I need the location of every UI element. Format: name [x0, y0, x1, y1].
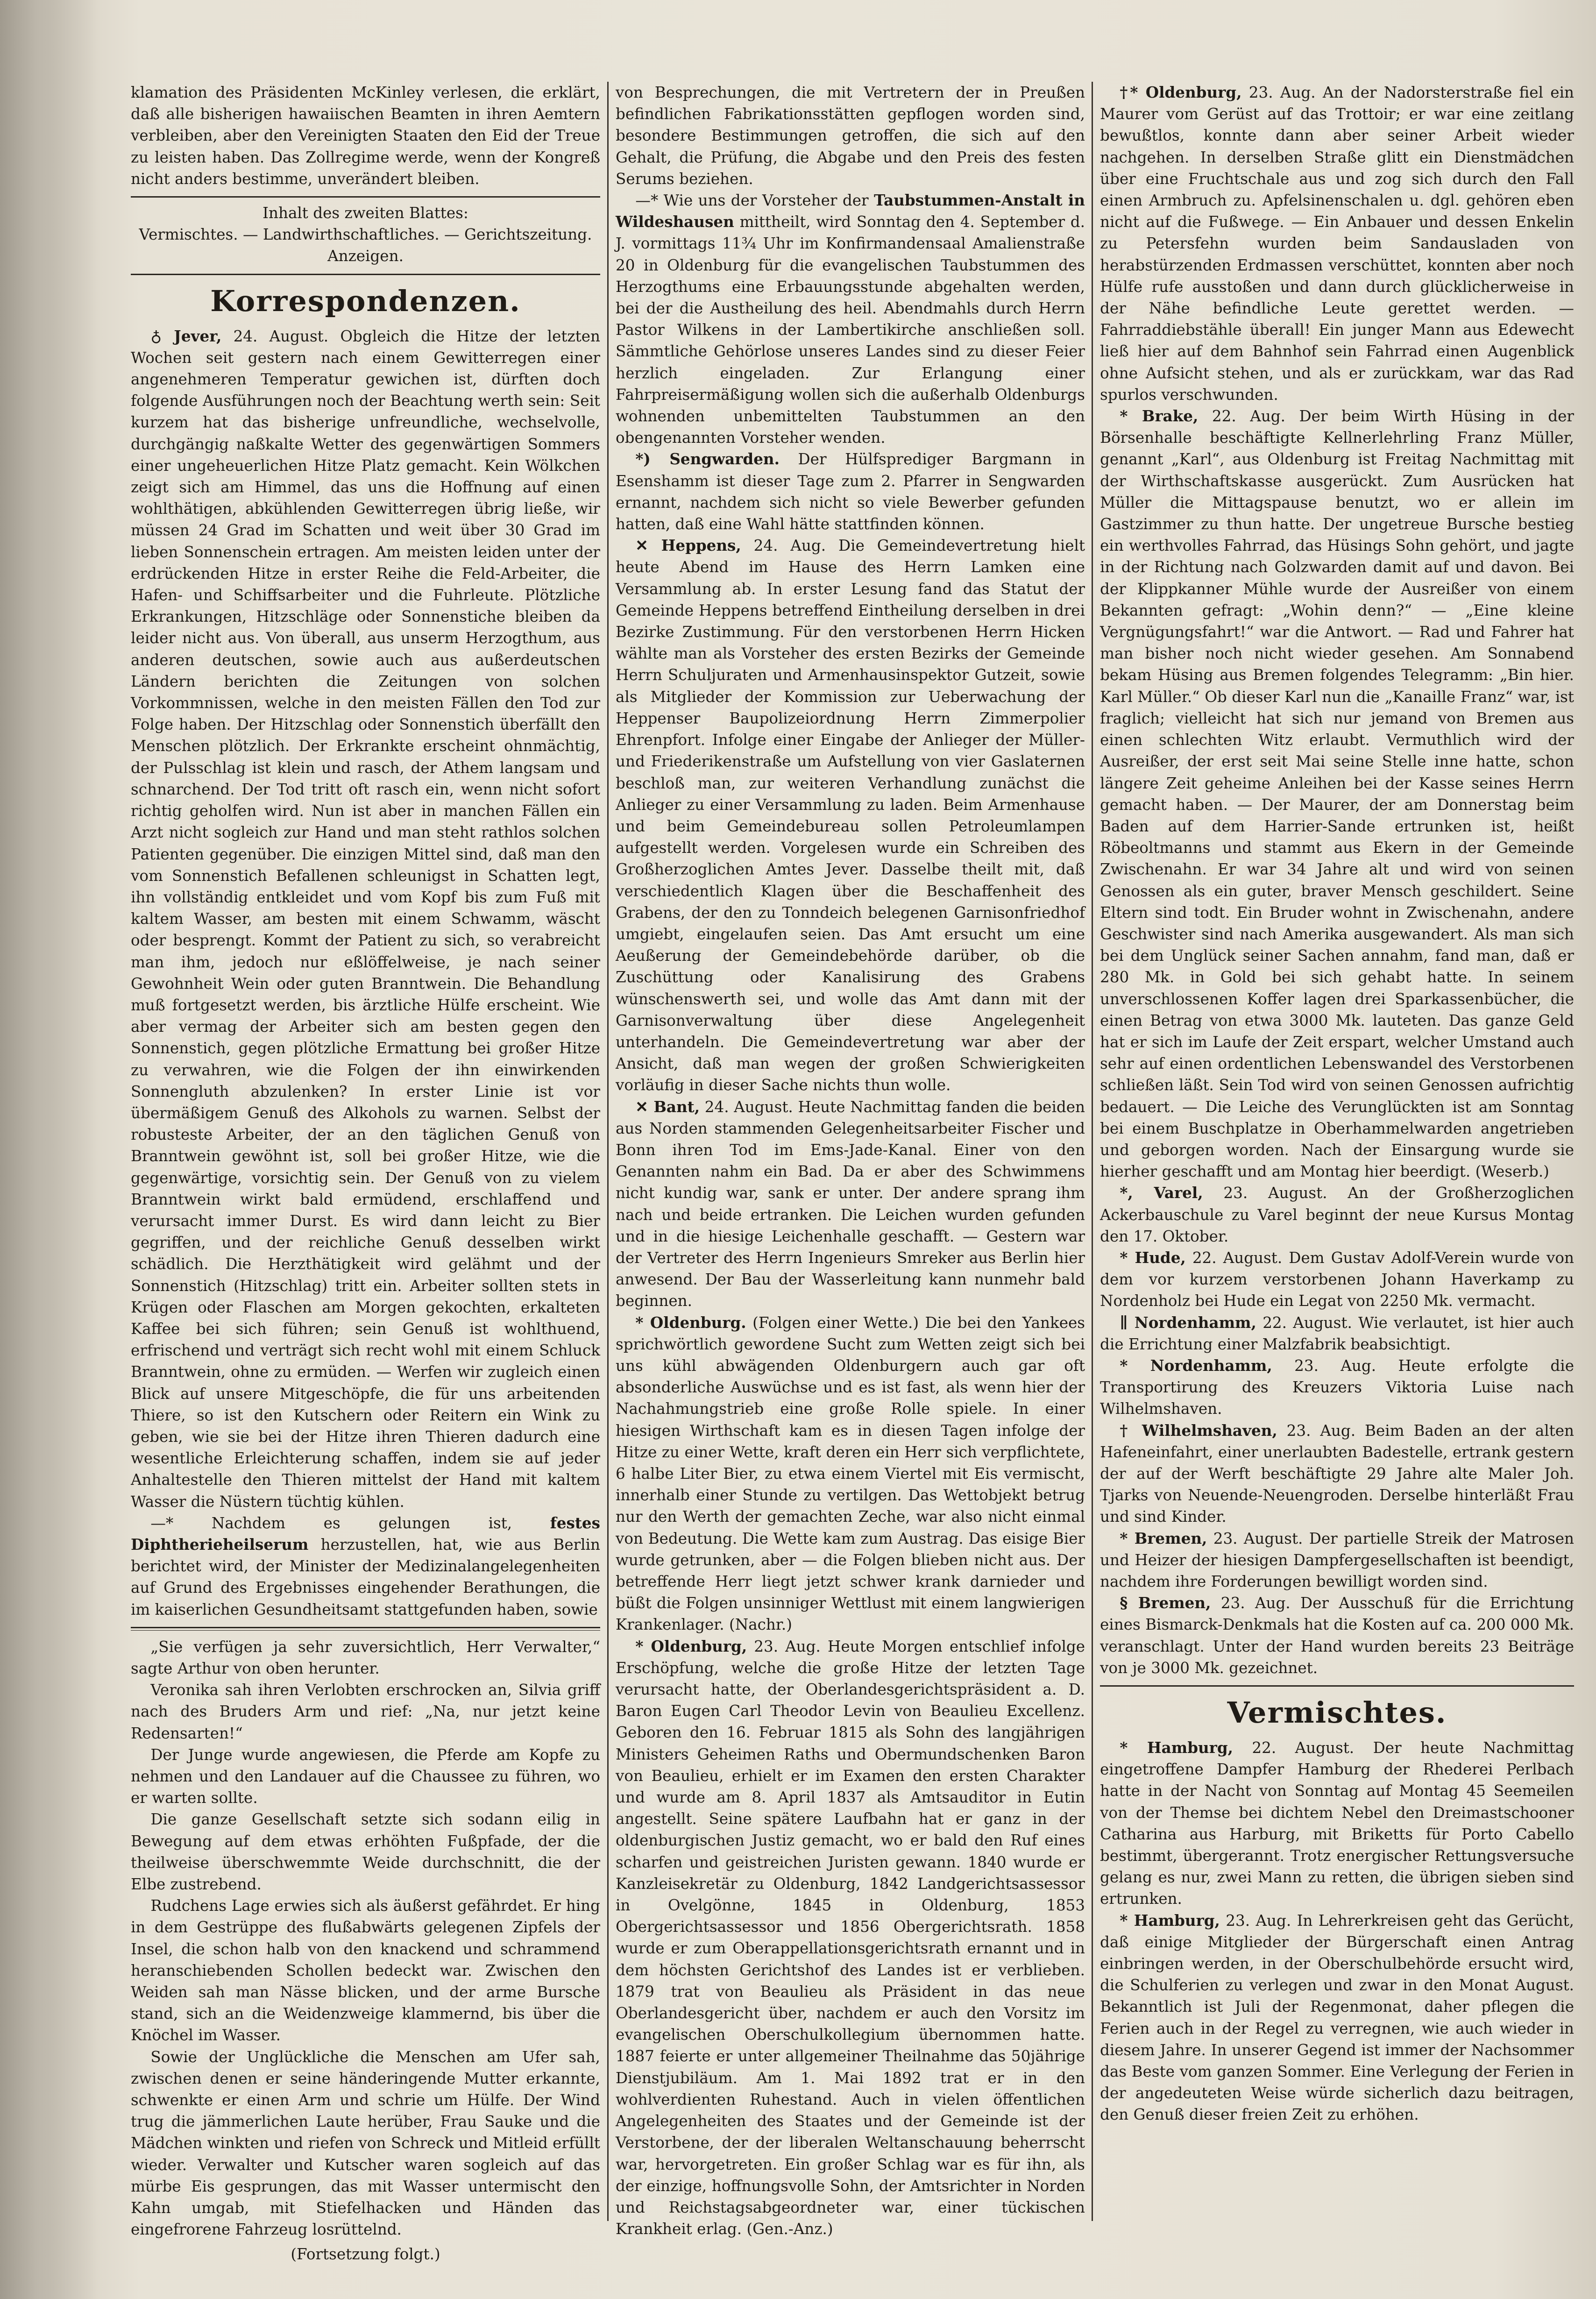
dateline: † Wilhelmshaven, — [1120, 1421, 1277, 1440]
article-text: 22. August. Wie verlautet, ist hier auch die Errichtung einer Malzfabrik beabsichtigt. — [1100, 1313, 1575, 1353]
article-serum — [131, 1512, 600, 1620]
article-text: 23. August. Der partielle Streik der Matrosen und Heizer der hiesigen Dampfergesellschaften ist beendigt, nachdem ihre Forderungen bewilligt worden sind. — [1100, 1529, 1574, 1591]
article-nordenhamm-2 — [1100, 1355, 1574, 1420]
article-bant — [616, 1096, 1085, 1312]
article-hamburg-2 — [1100, 1910, 1574, 2126]
article-sengwarden — [616, 448, 1085, 535]
dateline: * Oldenburg. — [635, 1313, 746, 1332]
article-lead: —* Nachdem es gelungen ist, — [150, 1514, 550, 1532]
article-bremen-2 — [1100, 1592, 1574, 1679]
article-text: 24. Aug. Die Gemeindevertretung hielt heute Abend im Hause des Herrn Lamken eine Versammlung ab. In erster Lesung fand das Statut der Gemeinde Heppens betreffend Eintheilung derselben in drei Bezirke Zustimmung. Für den verstorbenen Herrn Hicken wählte man als Vorsteher des ersten Bezirks der Gemeinde Herrn Schuljuraten und Armenhausinspektor Gutzeit, sowie als Mitglieder der Kommission zur Ueberwachung der Heppenser Baupolizeiordnung Herrn Zimmerpolier Ehrenpfort. Infolge einer Eingabe der Anlieger der Müller- und Friederikenstraße um Aufstellung von vier Gaslaternen beschloß man, zur weiteren Verhandlung zunächst die Anlieger zu einer Versammlung zu laden. Beim Armenhause und beim Gemeindebureau sollen Petroleumlampen aufgestellt werden. Vorgelesen wurde ein Schreiben des Großherzoglichen Amtes Jever. Dasselbe theilt mit, daß verschiedentlich Klagen über die Beschaffenheit des Grabens, der den zu Tonndeich belegenen Garnisonfriedhof umgiebt, eingelaufen seien. Das Amt ersucht um eine Aeußerung der Gemeindebehörde darüber, ob die Zuschüttung oder Kanalisirung des Grabens wünschenswerth sei, und wolle das Amt dann mit der Garnisonverwaltung über diese Angelegenheit unterhandeln. Die Gemeindevertretung war aber der Ansicht, daß man wegen der großen Schwierigkeiten vorläufig in dieser Sache nichts thun wolle. — [616, 537, 1085, 1094]
dateline: ♁ Jever, — [150, 326, 222, 345]
column-1 — [131, 82, 600, 2263]
serial-paragraph: Die ganze Gesellschaft setzte sich sodann eilig in Bewegung auf dem etwas erhöhten Fußpfade, der die theilweise überschwemmte Weide durchschnitt, die der Elbe zustrebend. — [131, 1810, 600, 1894]
article-text: 24. August. Obgleich die Hitze der letzten Wochen seit gestern nach einem Gewitterregen einer angenehmeren Temperatur gewichen ist, dürften doch folgende Ausführungen noch der Beachtung werth sein: Seit kurzem hat das bisherige unfreundliche, wechselvolle, durchgängig naßkalte Wetter des gegenwärtigen Sommers einer ungeheuerlichen Hitze Platz gemacht. Kein Wölkchen zeigt sich am Himmel, das uns die Hoffnung auf einen wohlthätigen, abkühlenden Gewitterregen übrig ließe, wir müssen 24 Grad im Schatten und weit über 30 Grad im lieben Sonnenschein ertragen. Am meisten leiden unter der erdrückenden Hitze in erster Reihe die Feld-Arbeiter, die Hafen- und Schiffsarbeiter und die Fuhrleute. Plötzliche Erkrankungen, Hitzschläge oder Sonnenstiche bleiben da leider nicht aus. Von überall, aus unserm Herzogthum, aus anderen deutschen, sowie auch aus außerdeutschen Ländern berichten die Zeitungen von solchen Vorkommnissen, welche in den meisten Fällen den Tod zur Folge haben. Der Hitzschlag oder Sonnenstich überfällt den Menschen plötzlich. Der Erkrankte erscheint ohnmächtig, der Pulsschlag ist klein und rasch, der Athem langsam und schnarchend. Der Tod tritt oft rasch ein, wenn nicht sofort richtig geholfen wird. Nun ist aber in manchen Fällen ein Arzt nicht sogleich zur Hand und man steht rathlos solchen Patienten gegenüber. Die einzigen Mittel sind, daß man den vom Sonnenstich Befallenen schleunigst in Schatten legt, ihn vollständig entkleidet und vom Kopf bis zum Fuß mit kaltem Wasser, am besten mit einem Schwamm, wäscht oder besprengt. Kommt der Patient zu sich, so verabreicht man ihm, jedoch nur eßlöffelweise, je nach seiner Gewohnheit Wein oder guten Branntwein. Die Behandlung muß fortgesetzt werden, bis ärztliche Hülfe erscheint. Wie aber vermag der Arbeiter sich am besten gegen den Sonnenstich, gegen plötzliche Ermattung bei großer Hitze zu verwahren, wie die Folgen der ihn einwirkenden Sonnengluth abzulenken? In erster Linie ist vor übermäßigem Genuß des Alkohols zu warnen. Selbst der robusteste Arbeiter, der an den täglichen Genuß von Branntwein gewöhnt ist, soll bei großer Hitze, wie die gegenwärtige, vorsichtig sein. Der Genuß von zu vielem Branntwein wirkt bald ermüdend, erschlaffend und verursacht immer Durst. Es wird dann leicht zu Bier gegriffen, und der reichliche Genuß desselben wirkt schädlich. Die Herzthätigkeit wird gelähmt und der Sonnenstich (Hitzschlag) tritt ein. Arbeiter sollten stets in Krügen oder Flaschen am Morgen gekochten, erkalteten Kaffee bei sich führen; sein Genuß ist wohlthuend, erfrischend und verträgt sich recht wohl mit einem Schluck Branntwein, ohne zu ermüden. — Werfen wir zugleich einen Blick auf unsere Mitgeschöpfe, die für uns arbeitenden Thiere, so ist den Kutschern oder Reitern ein Wink zu geben, wie sie bei der Hitze ihren Thieren dadurch eine wesentliche Erleichterung schaffen, indem sie auf jeder Anhaltestelle den Thieren mittelst der Hand mit kaltem Wasser die Nüstern tüchtig kühlen. — [131, 327, 600, 1511]
article-jever — [131, 326, 600, 1512]
serial-paragraph: Der Junge wurde angewiesen, die Pferde am Kopfe zu nehmen und den Landauer auf die Chaussee zu führen, wo er warten sollte. — [131, 1746, 600, 1807]
article-text: 22. Aug. Der beim Wirth Hüsing in der Börsenhalle beschäftigte Kellnerlehrling Franz Müller, genannt „Karl“, aus Oldenburg ist Freitag Nachmittag mit der Wirthschaftskasse ausgerückt. Zum Ausrücken hat Müller die Mittagspause benutzt, wo er allein im Gastzimmer zu thun hatte. Der ungetreue Bursche bestieg ein werthvolles Fahrrad, das Hüsings Sohn gehört, und jagte in der Richtung nach Golzwarden damit auf und davon. Bei der Klippkanner Mühle wurde der Ausreißer von einem Bekannten gefragt: „Wohin denn?“ — „Eine kleine Vergnügungsfahrt!“ war die Antwort. — Rad und Fahrer hat man bisher noch nicht wieder gesehen. Am Sonnabend bekam Hüsing aus Bremen folgendes Telegramm: „Bin hier. Karl Müller.“ Ob dieser Karl nun die „Kanaille Franz“ war, ist fraglich; vielleicht hat sich nur jemand von Bremen aus einen schlechten Witz erlaubt. Vermuthlich wird der Ausreißer, der erst seit Mai seine Stelle inne hatte, schon längere Zeit geheime Anleihen bei der Kasse seines Herrn gemacht haben. — Der Maurer, der am Donnerstag beim Baden auf dem Harrier-Sande ertrunken ist, heißt Röbeoltmanns und stammt aus Ekern in der Gemeinde Zwischenahn. Er war 34 Jahre alt und wird von seinen Genossen als ein guter, braver Mensch geschildert. Seine Eltern sind todt. Ein Bruder wohnt in Zwischenahn, andere Geschwister sind nach Amerika ausgewandert. Als man sich bei dem Unglück seiner Sachen annahm, fand man, daß er 280 Mk. in Gold bei sich gehabt hatte. In seinem unverschlossenen Koffer lagen drei Sparkassenbücher, die einen Betrag von etwa 3000 Mk. lauteten. Das ganze Geld hat er sich im Laufe der Zeit erspart, welcher Umstand auch sehr auf einen ordentlichen Lebenswandel des Verstorbenen schließen läßt. Sein Tod wird von seinen Genossen aufrichtig bedauert. — Die Leiche des Verunglückten ist am Sonntag bei einem Buschplatze in Oberhammelwarden angetrieben und geborgen worden. Nach der Einsargung wurde sie hierher geschafft und am Montag hier beerdigt. (Weserb.) — [1100, 407, 1574, 1181]
article-heppens — [616, 535, 1085, 1096]
dateline: § Bremen, — [1120, 1594, 1211, 1612]
dateline: ✕ Heppens, — [635, 536, 741, 555]
contents-body: Vermischtes. — Landwirthschaftliches. — Gerichtszeitung. Anzeigen. — [139, 226, 592, 265]
divider — [131, 274, 600, 275]
section-heading: Vermischtes. — [1227, 1696, 1447, 1730]
article-text: von Besprechungen, die mit Vertretern der in Preußen befindlichen Fabrikationsstätten gepflogen worden sind, besondere Bestimmungen getroffen, die sich auf den Gehalt, die Prüfung, die Abgabe und den Preis des festen Serums beziehen. — [616, 84, 1085, 188]
column-3 — [1100, 82, 1574, 2251]
dateline: * Nordenhamm, — [1120, 1356, 1272, 1375]
serial-paragraph: Rudchens Lage erwies sich als äußerst gefährdet. Er hing in dem Gestrüppe des flußabwärts gelegenen Zipfels der Insel, die schon halb von den knackend und schrammend heranschiebenden Schollen bedeckt war. Zwischen den Weiden sah man Nässe blicken, und der arme Bursche stand, sich an die Weidenzweige klammernd, bis über die Knöchel im Wasser. — [131, 1897, 600, 2044]
article-text: 23. Aug. Der Ausschuß für die Errichtung eines Bismarck-Denkmals hat die Kosten auf ca. 200 000 Mk. veranschlagt. Unter der Hand wurden bereits 23 Beiträge von je 3000 Mk. gezeichnet. — [1100, 1594, 1574, 1677]
article-text: 23. August. An der Großherzoglichen Ackerbauschule zu Varel beginnt der neue Kursus Montag den 17. Oktober. — [1100, 1184, 1574, 1245]
dateline: *, Varel, — [1120, 1184, 1203, 1202]
serial-continuation: (Fortsetzung folgt.) — [291, 2245, 440, 2263]
article-oldenburg-unfaelle — [1100, 82, 1574, 405]
section-heading: Korrespondenzen. — [210, 284, 521, 318]
article-text: 23. Aug. In Lehrerkreisen geht das Gerücht, daß einige Mitglieder der Bürgerschaft einen Antrag einbringen werden, in der Oberschulbehörde ersucht wird, die Schulferien zu verlegen und zwar in den Monat August. Bekanntlich ist Juli der Regenmonat, daher pflegen die Ferien auch in der Regel zu verregnen, wie auch wieder in diesem Jahre. In unserer Gegend ist immer der Nachsommer das Beste vom ganzen Sommer. Eine Verlegung der Ferien in der angedeuteten Weise würde sicherlich dazu beitragen, den Genuß dieser freien Zeit zu erhöhen. — [1100, 1911, 1574, 2124]
article-text: (Folgen einer Wette.) Die bei den Yankees sprichwörtlich gewordene Sucht zum Wetten zeigt sich bei uns kühl abwägenden Oldenburgern auch gar oft absonderliche Auswüchse und es ist fast, als wenn hier der Nachahmungstrieb eine große Rolle spiele. In einer hiesigen Wirthschaft kam es in diesen Tagen infolge der Hitze zu einer Wette, kraft deren ein Herr sich verpflichtete, 6 halbe Liter Bier, zu etwa einem Viertel mit Eis vermischt, innerhalb einer Stunde zu vertilgen. Das Wettobjekt betrug nur den Werth der gemachten Zeche, war also nicht einmal von Bedeutung. Die Wette kam zum Austrag. Das eisige Bier wurde getrunken, aber — die Folgen blieben nicht aus. Der betreffende Herr liegt jetzt schwer krank darnieder und büßt die Folgen unsinniger Wettlust mit einem langwierigen Krankenlager. (Nachr.) — [616, 1313, 1085, 1634]
dateline: †* Oldenburg, — [1120, 83, 1242, 101]
dateline: * Brake, — [1120, 407, 1199, 426]
dateline: * Hamburg, — [1120, 1738, 1233, 1757]
article-text: 24. August. Heute Nachmittag fanden die beiden aus Norden stammenden Gelegenheitsarbeiter Fischer und Bonn ihren Tod im Ems-Jade-Kanal. Einer von den Genannten nahm ein Bad. Da er aber des Schwimmens nicht kundig war, sank er unter. Der andere sprang ihm nach und beide ertranken. Die Leichen wurden gefunden und in die hiesige Leichenhalle geschafft. — Gestern war der Vertreter des Herrn Ingenieurs Smreker aus Berlin hier anwesend. Der Bau der Wasserleitung kann nunmehr bald beginnen. — [616, 1098, 1085, 1310]
article-wilhelmshaven — [1100, 1420, 1574, 1528]
bold-term: festes Diphtherieheilserum — [131, 1513, 600, 1554]
article-text: klamation des Präsidenten McKinley verlesen, die erklärt, daß alle bisherigen hawaiischen Beamten in ihren Aemtern verbleiben, aber den Vereinigten Staaten den Eid der Treue zu leisten haben. Das Zollregime werde, wenn der Kongreß nicht anders bestimme, unverändert bleiben. — [131, 84, 600, 188]
dateline: * Hamburg, — [1120, 1911, 1220, 1930]
article-oldenburg-wette — [616, 1312, 1085, 1636]
article-brake — [1100, 405, 1574, 1182]
article-text: 23. Aug. An der Nadorsterstraße fiel ein Maurer vom Gerüst auf das Trottoir; er war eine zeitlang bewußtlos, konnte dann aber seiner Arbeit wieder nachgehen. In derselben Straße glitt ein Dienstmädchen über eine Fruchtschale aus und zog sich durch den Fall einen Armbruch zu. Apfelsinenschalen u. dgl. gehören eben nicht auf die Fußwege. — Ein Anbauer und dessen Enkelin zu Petersfehn wurden beim Sandausladen von herabstürzenden Erdmassen verschüttet, konnten aber noch Hülfe rufe ausstoßen und dann durch glücklicherweise in der Nähe befindliche Leute gerettet werden. — Fahrraddiebstähle überall! Ein junger Mann aus Edewecht ließ hier auf dem Bahnhof sein Fahrrad einen Augenblick ohne Aufsicht stehen, und als er zurückkam, war das Rad spurlos verschwunden. — [1100, 84, 1574, 404]
column-rule — [607, 82, 609, 2221]
serial-paragraph: Veronika sah ihren Verlobten erschrocken an, Silvia griff nach des Bruders Arm und rief: „Na, nur jetzt keine Redensarten!“ — [131, 1681, 600, 1742]
column-rule — [1092, 82, 1093, 2221]
article-oldenburg-beaulieu — [616, 1636, 1085, 2240]
dateline: ✕ Bant, — [635, 1097, 700, 1116]
article-taubstummen — [616, 190, 1085, 448]
dateline: * Hude, — [1120, 1248, 1186, 1267]
article-text: 23. Aug. Heute Morgen entschlief infolge Erschöpfung, welche die große Hitze der letzten Tage verursacht hatte, der Oberlandesgerichtspräsident a. D. Baron Eugen Carl Theodor Levin von Beaulieu Excellenz. Geboren den 16. Februar 1815 als Sohn des langjährigen Ministers Geheimen Raths und Obermundschenken Baron von Beaulieu, erhielt er im Examen den ersten Charakter und wurde am 8. April 1837 als Amtsauditor in Eutin angestellt. Seine spätere Laufbahn hat er ganz in der oldenburgischen Justiz gemacht, wo er bald den Ruf eines scharfen und geistreichen Juristen gewann. 1840 wurde er Kanzleisekretär zu Oldenburg, 1842 Landgerichtsassessor in Ovelgönne, 1845 in Oldenburg, 1853 Obergerichtsassessor und 1856 Obergerichtsrath. 1858 wurde er zum Oberappellationsgerichtsrath ernannt und in dem höchsten Gerichtshof des Landes ist er verblieben. 1879 trat von Beaulieu als Präsident in das neue Oberlandesgericht über, nachdem er auch den Vorsitz im evangelischen Oberschulkollegium übernommen hatte. 1887 feierte er unter allgemeiner Theilnahme das 50jährige Dienstjubiläum. Am 1. Mai 1892 trat er in den wohlverdienten Ruhestand. Auch in vielen öffentlichen Angelegenheiten des Staates und der Gemeinde ist der Verstorbene, der der liberalen Weltanschauung beherrscht war, hervorgetreten. Ein großer Schlag war es für ihn, als der einzige, hoffnungsvolle Sohn, der Amtsrichter in Norden und Reichstagsabgeordneter war, einer tückischen Krankheit erlag. (Gen.-Anz.) — [616, 1637, 1085, 2238]
feuilleton-divider — [131, 1627, 600, 1631]
article-text: 22. August. Der heute Nachmittag eingetroffene Dampfer Hamburg der Rhederei Perlbach hatte in der Nacht von Sonntag auf Montag 45 Seemeilen von der Themse bei dichtem Nebel den Dreimastschooner Catharina aus Harburg, mit Briketts für Porto Cabello bestimmt, übergerannt. Trotz energischer Rettungsversuche gelang es nur, zwei Mann zu retten, die übrigen sieben sind ertrunken. — [1100, 1739, 1574, 1908]
article-bremen-1 — [1100, 1528, 1574, 1593]
book-binding-shadow — [0, 0, 98, 2299]
bold-term: Taubstummen-Anstalt in Wildeshausen — [616, 191, 1085, 231]
dateline: ∥ Nordenhamm, — [1120, 1313, 1256, 1332]
article-hamburg-1 — [1100, 1737, 1574, 1910]
article-varel — [1100, 1182, 1574, 1247]
divider — [1100, 1685, 1574, 1687]
article-hude — [1100, 1247, 1574, 1312]
article-text: mittheilt, wird Sonntag den 4. September d. J. vormittags 11¾ Uhr im Konfirmandensaal Amalienstraße 20 in Oldenburg für die evangelischen Taubstummen des Herzogthums eine Erbauungsstunde abgehalten werden, bei der die Austheilung des heil. Abendmahls durch Herrn Pastor Wilkens in der Lambertikirche anschließen soll. Sämmtliche Gehörlose unseres Landes sind zu dieser Feier herzlich eingeladen. Zur Erlangung einer Fahrpreisermäßigung wollen sich die außerhalb Oldenburgs wohnenden unbemittelten Taubstummen an den obengenannten Vorsteher wenden. — [616, 213, 1085, 447]
column-2 — [616, 82, 1085, 2251]
dateline: *) Sengwarden. — [635, 450, 780, 468]
contents-title: Inhalt des zweiten Blattes: — [262, 204, 468, 222]
serial-paragraph: „Sie verfügen ja sehr zuversichtlich, Herr Verwalter,“ sagte Arthur von oben herunter. — [131, 1638, 600, 1678]
dateline: * Oldenburg, — [635, 1637, 747, 1655]
article-text: herzustellen, hat, wie aus Berlin berichtet wird, der Minister der Medizinalangelegenheiten auf Grund des Ergebnisses eingehender Berathungen, die im kaiserlichen Gesundheitsamt stattgefunden haben, sowie — [131, 1536, 600, 1618]
article-text: 23. Aug. Heute erfolgte die Transportirung des Kreuzers Viktoria Luise nach Wilhelmshaven. — [1100, 1356, 1574, 1418]
serial-paragraph: Sowie der Unglückliche die Menschen am Ufer sah, zwischen denen er seine händeringende Mutter erkannte, schwenkte er einen Arm und schrie um Hülfe. Der Wind trug die jämmerlichen Laute herüber, Frau Sauke und die Mädchen winkten und riefen von Schreck und Mitleid erfüllt wieder. Verwalter und Kutscher waren sogleich auf das mürbe Eis gesprungen, das mit Wasser untermischt den Kahn umgab, mit Stiefelhacken und Händen das eingefrorene Fahrzeug losrüttelnd. — [131, 2048, 600, 2239]
dateline: * Bremen, — [1120, 1529, 1207, 1547]
divider — [131, 196, 600, 198]
article-text: Der Hülfsprediger Bargmann in Esenshamm ist dieser Tage zum 2. Pfarrer in Sengwarden ernannt, nachdem sich nicht so viele Bewerber gefunden hatten, daß eine Wahl hätte stattfinden können. — [616, 450, 1085, 533]
article-text: 22. August. Dem Gustav Adolf-Verein wurde von dem vor kurzem verstorbenen Johann Haverkamp zu Nordenholz bei Hude ein Legat von 2250 Mk. vermacht. — [1100, 1249, 1574, 1310]
article-text: 23. Aug. Beim Baden an der alten Hafeneinfahrt, einer unerlaubten Badestelle, ertrank gestern der auf der Werft beschäftigte 29 Jahre alte Maler Joh. Tjarks von Neuende-Neuengroden. Derselbe hinterläßt Frau und sind Kinder. — [1100, 1421, 1574, 1526]
article-lead: —* Wie uns der Vorsteher der — [635, 192, 874, 210]
article-nordenhamm-1 — [1100, 1312, 1574, 1355]
